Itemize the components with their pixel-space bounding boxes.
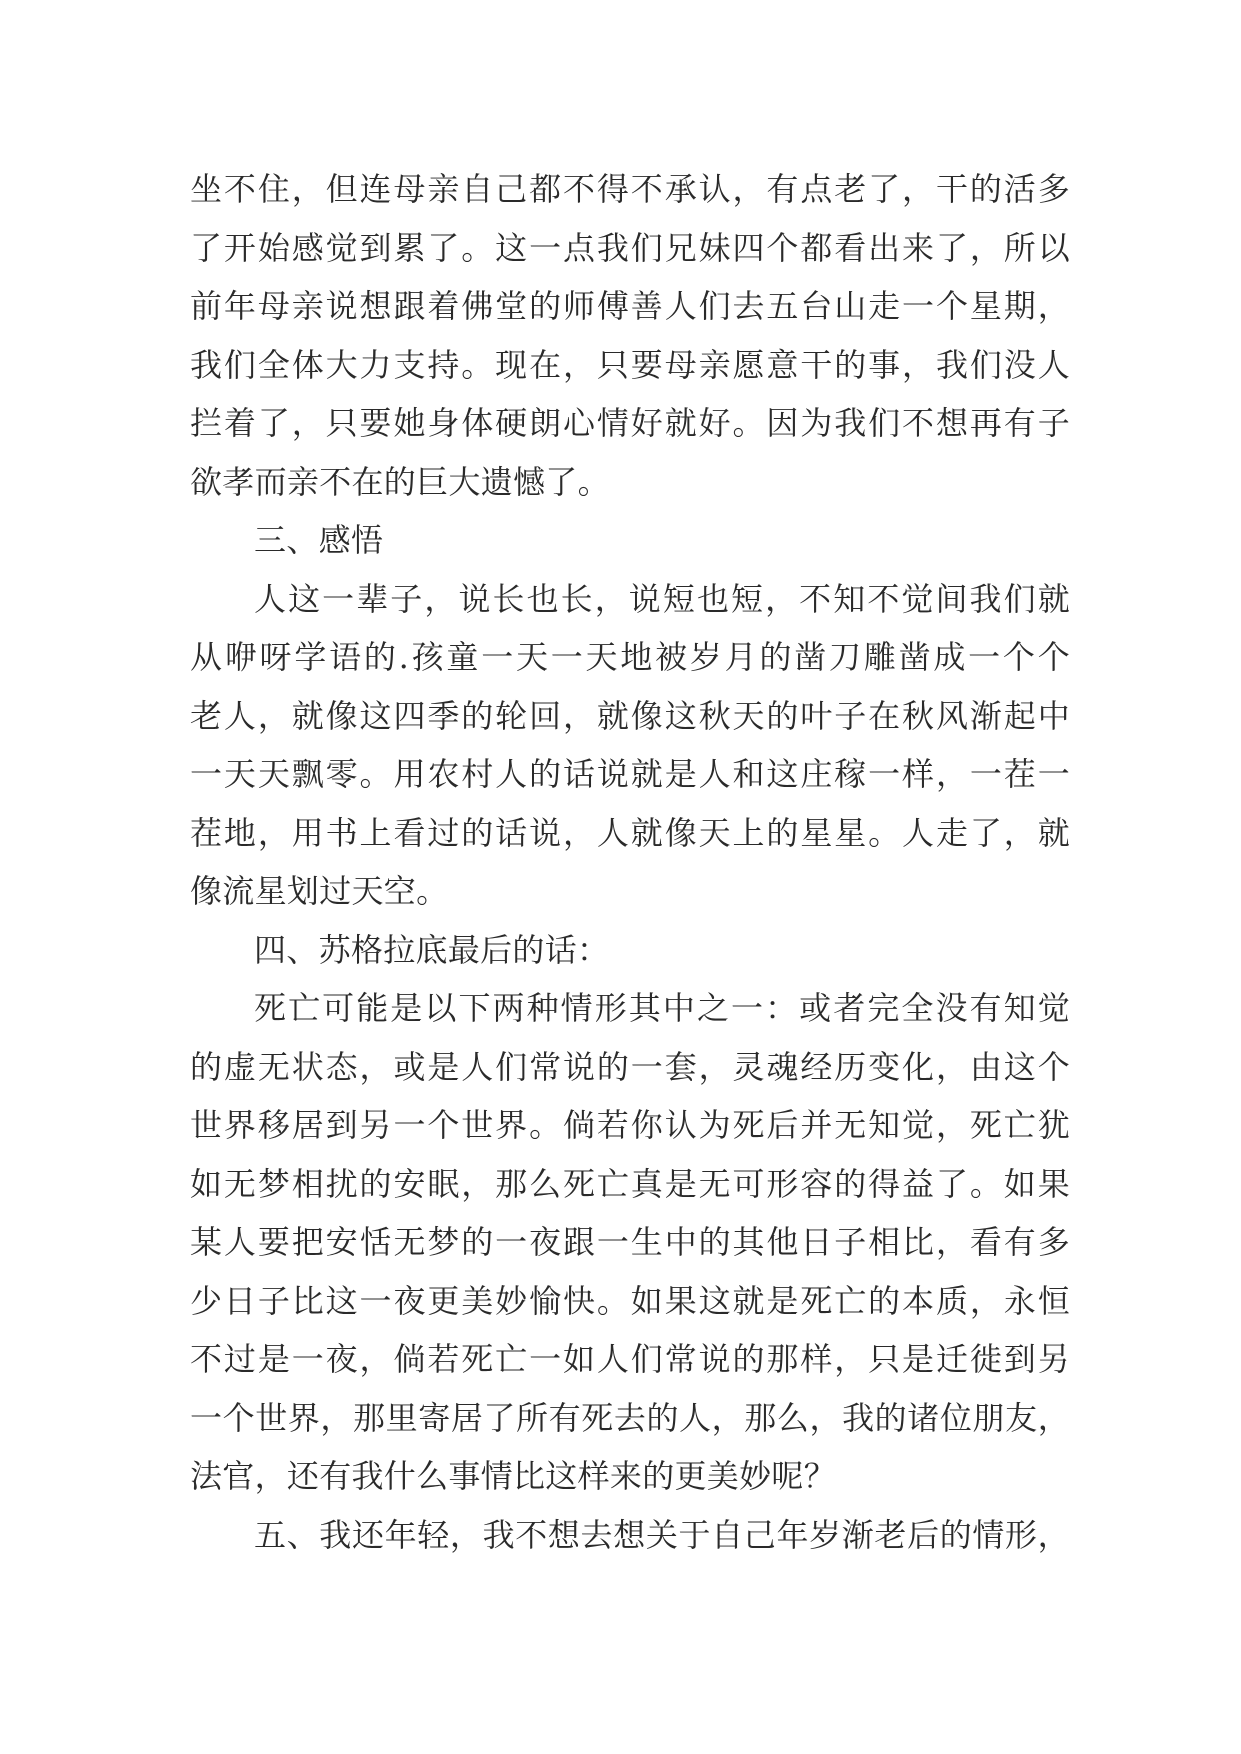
text-line: 我们全体大力支持。现在，只要母亲愿意干的事，我们没人 [190, 345, 1070, 384]
text-line: 少日子比这一夜更美妙愉快。如果这就是死亡的本质，永恒 [190, 1281, 1070, 1320]
text-line: 拦着了，只要她身体硬朗心情好就好。因为我们不想再有子 [190, 404, 1070, 442]
text-line: 老人，就像这四季的轮回，就像这秋天的叶子在秋风渐起中 [190, 696, 1070, 735]
body-text [190, 160, 1070, 1564]
text-line: 人这一辈子，说长也长，说短也短，不知不觉间我们就 [254, 579, 1070, 618]
text-line: 从咿呀学语的.孩童一天一天地被岁月的凿刀雕凿成一个个 [190, 638, 1070, 676]
text-line: 坐不住，但连母亲自己都不得不承认，有点老了，干的活多 [190, 170, 1070, 208]
text-line: 不过是一夜，倘若死亡一如人们常说的那样，只是迁徙到另 [190, 1340, 1070, 1378]
section-heading: 三、感悟 [254, 521, 384, 559]
text-line: 茬地，用书上看过的话说，人就像天上的星星。人走了，就 [190, 813, 1070, 852]
text-line: 死亡可能是以下两种情形其中之一：或者完全没有知觉 [254, 989, 1070, 1027]
text-line: 的虚无状态，或是人们常说的一套，灵魂经历变化，由这个 [190, 1047, 1070, 1086]
text-line: 像流星划过天空。 [190, 872, 449, 910]
text-line: 如无梦相扰的安眠，那么死亡真是无可形容的得益了。如果 [190, 1164, 1070, 1203]
section-heading: 四、苏格拉底最后的话： [254, 930, 610, 969]
text-line: 一个世界，那里寄居了所有死去的人，那么，我的诸位朋友， [190, 1398, 1070, 1437]
text-line: 前年母亲说想跟着佛堂的师傅善人们去五台山走一个星期， [190, 287, 1070, 325]
text-line: 法官，还有我什么事情比这样来的更美妙呢？ [190, 1457, 837, 1495]
text-line: 一天天飘零。用农村人的话说就是人和这庄稼一样，一茬一 [190, 755, 1070, 793]
text-line: 世界移居到另一个世界。倘若你认为死后并无知觉，死亡犹 [190, 1106, 1070, 1144]
text-line: 某人要把安恬无梦的一夜跟一生中的其他日子相比，看有多 [190, 1223, 1070, 1261]
section-heading: 五、我还年轻，我不想去想关于自己年岁渐老后的情形， [254, 1515, 1070, 1554]
text-line: 欲孝而亲不在的巨大遗憾了。 [190, 462, 610, 501]
text-line: 了开始感觉到累了。这一点我们兄妹四个都看出来了，所以 [190, 228, 1070, 267]
